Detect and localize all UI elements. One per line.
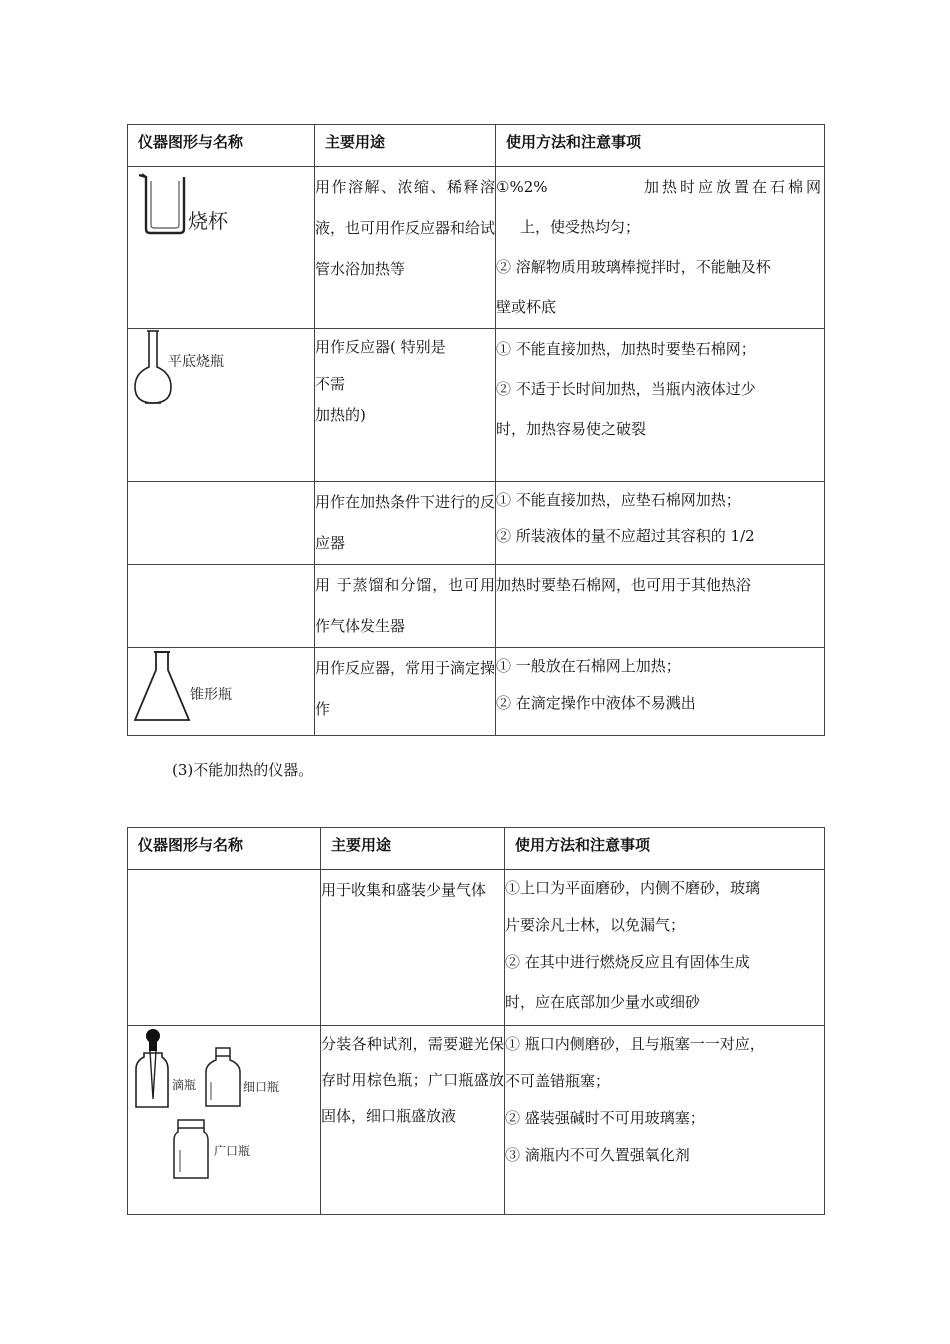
table-row bbox=[128, 870, 825, 1026]
instrument-cell-conical-flask bbox=[128, 648, 315, 736]
note-line: 加热时应放置在石棉网 bbox=[643, 178, 824, 196]
header-instrument: 仪器图形与名称 bbox=[128, 828, 321, 870]
instrument-name: 平底烧瓶 bbox=[168, 354, 224, 370]
use-line: 加热的) bbox=[315, 406, 366, 424]
note-line: ③ 滴瓶内不可久置强氧化剂 bbox=[505, 1146, 690, 1164]
use-text: 用作在加热条件下进行的反应器 bbox=[315, 482, 496, 565]
instrument-cell-empty bbox=[128, 565, 315, 648]
use-text bbox=[315, 329, 496, 482]
table-header-row bbox=[128, 125, 825, 167]
header-instrument: 仪器图形与名称 bbox=[128, 125, 315, 167]
note-line: ② 盛装强碱时不可用玻璃塞； bbox=[505, 1109, 705, 1127]
table-row bbox=[128, 648, 825, 736]
note-line: 时，加热容易使之破裂 bbox=[496, 420, 647, 438]
instrument-table-non-heatable bbox=[127, 827, 825, 1215]
note-line: 时，应在底部加少量水或细砂 bbox=[505, 993, 701, 1011]
note-line: 片要涂凡士林，以免漏气； bbox=[505, 916, 686, 934]
instrument-cell-reagent-bottles bbox=[128, 1026, 321, 1215]
note-line: ① 不能直接加热，加热时要垫石棉网； bbox=[496, 340, 756, 358]
notes-cell bbox=[496, 167, 825, 329]
header-notes: 使用方法和注意事项 bbox=[496, 125, 825, 167]
use-text: 用作反应器，常用于滴定操作 bbox=[315, 648, 496, 736]
flat-bottom-flask-icon bbox=[133, 327, 173, 409]
table-row bbox=[128, 1026, 825, 1215]
table-row bbox=[128, 167, 825, 329]
wide-mouth-bottle-icon bbox=[172, 1118, 210, 1180]
instrument-name: 烧杯 bbox=[188, 209, 228, 233]
narrow-mouth-bottle-icon bbox=[204, 1046, 242, 1108]
use-text: 分装各种试剂，需要避光保存时用棕色瓶；广口瓶盛放固体，细口瓶盛放液 bbox=[321, 1026, 505, 1215]
note-line: ② 溶解物质用玻璃棒搅拌时，不能触及杯 bbox=[496, 258, 771, 276]
notes-cell bbox=[505, 870, 825, 1026]
conical-flask-icon bbox=[133, 650, 193, 726]
section-title: (3)不能加热的仪器。 bbox=[172, 761, 314, 779]
note-line: ② 在滴定操作中液体不易溅出 bbox=[496, 694, 696, 712]
note-line: 壁或杯底 bbox=[496, 298, 557, 316]
instrument-cell-flat-flask bbox=[128, 329, 315, 482]
table-header-row bbox=[128, 828, 825, 870]
use-line: 不需 bbox=[315, 375, 346, 393]
note-line: ② 在其中进行燃烧反应且有固体生成 bbox=[505, 953, 750, 971]
notes-cell bbox=[496, 565, 825, 648]
table-row bbox=[128, 565, 825, 648]
note-line: ① 不能直接加热，应垫石棉网加热； bbox=[496, 491, 741, 509]
bottle-label-dropper: 滴瓶 bbox=[172, 1078, 197, 1092]
use-text: 用于收集和盛装少量气体 bbox=[321, 870, 505, 1026]
note-line: 上，使受热均匀； bbox=[520, 218, 641, 236]
instrument-cell-empty bbox=[128, 482, 315, 565]
instrument-cell-empty bbox=[128, 870, 321, 1026]
notes-cell bbox=[496, 329, 825, 482]
note-line: ② 不适于长时间加热，当瓶内液体过少 bbox=[496, 380, 756, 398]
note-line: ① 一般放在石棉网上加热； bbox=[496, 657, 681, 675]
bottle-label-wide-mouth: 广口瓶 bbox=[214, 1144, 251, 1158]
use-text: 用作溶解、浓缩、稀释溶液，也可用作反应器和给试管水浴加热等 bbox=[315, 167, 496, 329]
header-use: 主要用途 bbox=[321, 828, 505, 870]
dropper-bottle-icon bbox=[134, 1027, 170, 1109]
bottle-label-narrow-mouth: 细口瓶 bbox=[243, 1080, 280, 1094]
beaker-icon bbox=[134, 171, 194, 237]
header-use: 主要用途 bbox=[315, 125, 496, 167]
notes-cell bbox=[505, 1026, 825, 1215]
note-line: 加热时要垫石棉网，也可用于其他热浴 bbox=[496, 576, 752, 594]
note-line: ①上口为平面磨砂，内侧不磨砂，玻璃 bbox=[505, 879, 761, 897]
header-notes: 使用方法和注意事项 bbox=[505, 828, 825, 870]
note-line: ①%2% bbox=[496, 178, 548, 196]
use-text: 用 于蒸馏和分馏，也可用作气体发生器 bbox=[315, 565, 496, 648]
use-line: 用作反应器( 特别是 bbox=[315, 338, 446, 356]
instrument-cell-beaker bbox=[128, 167, 315, 329]
instrument-table-heatable bbox=[127, 124, 825, 736]
table-row bbox=[128, 482, 825, 565]
notes-cell bbox=[496, 648, 825, 736]
table-row bbox=[128, 329, 825, 482]
notes-cell bbox=[496, 482, 825, 565]
note-line: 不可盖错瓶塞； bbox=[505, 1072, 611, 1090]
instrument-name: 锥形瓶 bbox=[190, 687, 232, 703]
note-line: ② 所装液体的量不应超过其容积的 1/2 bbox=[496, 527, 755, 545]
note-line: ① 瓶口内侧磨砂，且与瓶塞一一对应， bbox=[505, 1035, 765, 1053]
